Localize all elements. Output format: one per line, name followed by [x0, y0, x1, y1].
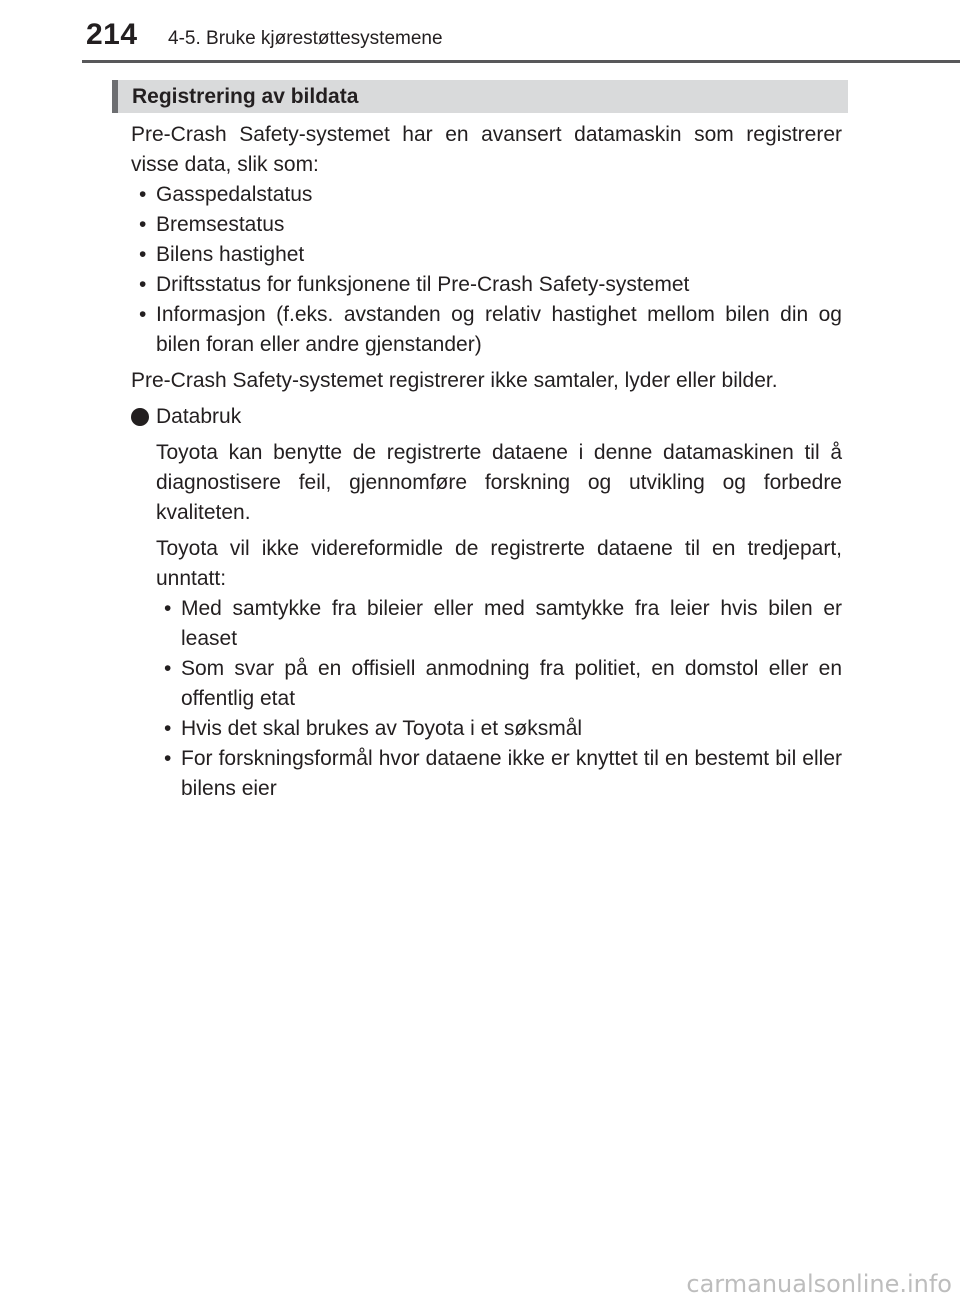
usage-paragraph-2: Toyota vil ikke videreformidle de registrerte dataene til en tredjepart, unntatt:	[156, 537, 842, 590]
intro-paragraph: Pre-Crash Safety-systemet har en avansert datamaskin som registrerer visse data, slik som:	[131, 123, 842, 176]
section-title: Registrering av bildata	[132, 85, 359, 108]
header-rule	[82, 60, 960, 63]
page-header	[0, 0, 960, 62]
list-item: • Driftsstatus for funksjonene til Pre-Crash Safety-systemet	[131, 270, 842, 300]
list-item: • Med samtykke fra bileier eller med samtykke fra leier hvis bilen er leaset	[156, 594, 842, 654]
list-item: • Som svar på en offisiell anmodning fra politiet, en domstol eller en offentlig etat	[156, 654, 842, 714]
list-item: • Gasspedalstatus	[131, 180, 842, 210]
list-item: • Hvis det skal brukes av Toyota i et søksmål	[156, 714, 842, 744]
list-item: • For forskningsformål hvor dataene ikke er knyttet til en bestemt bil eller bilens eier	[156, 744, 842, 804]
exceptions-list	[156, 594, 842, 804]
recorded-data-list	[131, 180, 842, 360]
list-item: • Informasjon (f.eks. avstanden og relativ hastighet mellom bilen din og bilen foran eller andre gjenstander)	[131, 300, 842, 360]
usage-paragraph-1: Toyota kan benytte de registrerte dataene i denne datamaskinen til å diagnostisere feil, gjennomføre forskning og utvikling og forbedre kvaliteten.	[156, 441, 842, 524]
list-item: • Bremsestatus	[131, 210, 842, 240]
usage-heading-label: Databruk	[156, 405, 242, 428]
list-item: • Bilens hastighet	[131, 240, 842, 270]
usage-body	[156, 438, 842, 804]
bullet-dot-icon	[131, 408, 149, 426]
section-body	[131, 120, 842, 804]
chapter-title: 4-5. Bruke kjørestøttesystemene	[168, 28, 443, 49]
site-watermark: carmanualsonline.info	[686, 1270, 952, 1298]
section-heading	[112, 80, 848, 113]
usage-heading	[131, 402, 842, 432]
not-recorded-paragraph: Pre-Crash Safety-systemet registrerer ikke samtaler, lyder eller bilder.	[131, 369, 778, 392]
page-number: 214	[86, 18, 138, 51]
